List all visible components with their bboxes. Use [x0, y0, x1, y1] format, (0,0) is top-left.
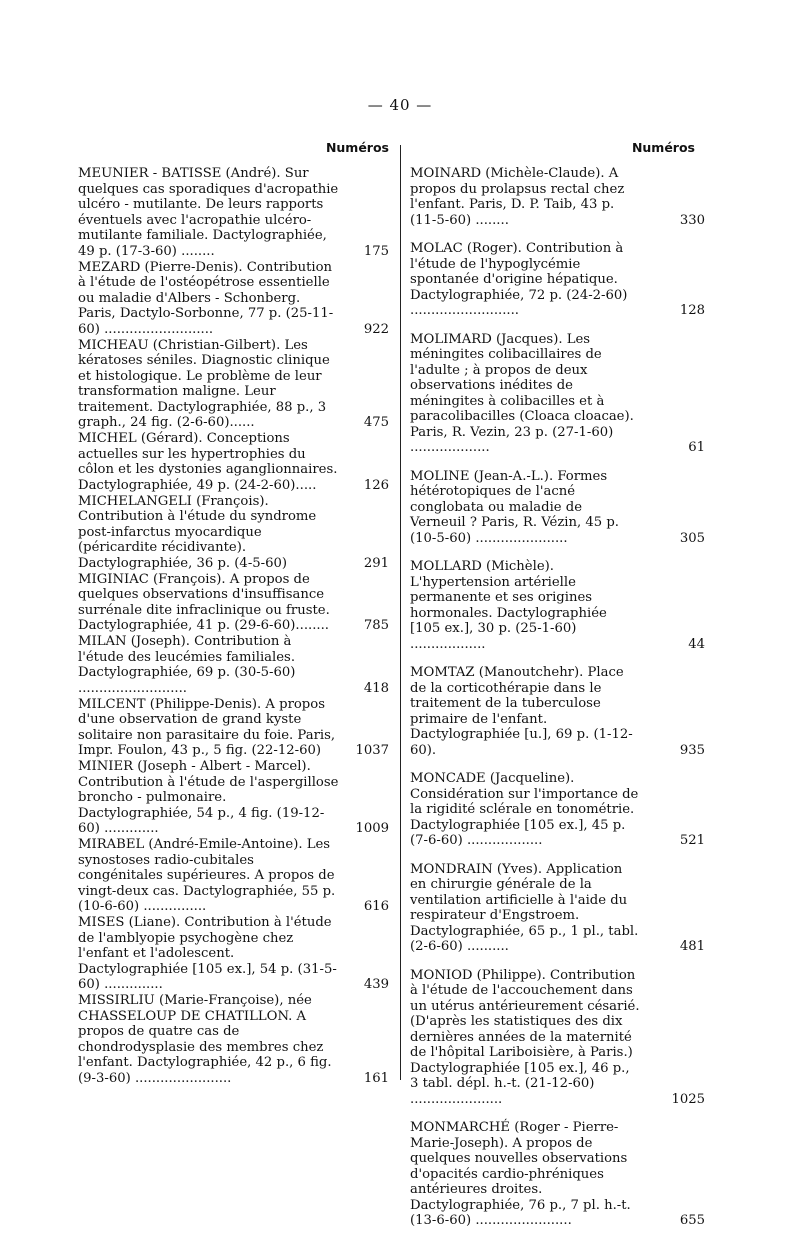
page-number: — 40 — [367, 96, 433, 114]
entry-number: 61 [688, 440, 705, 455]
list-item [410, 771, 705, 849]
entry-text: MICHEL (Gérard). Conceptions actuelles sur les hypertrophies du côlon et les dystonies aganglionnaires. Dactylographiée, 49 p. (24-2-60)..... [78, 431, 338, 493]
entry-number: 418 [363, 680, 389, 696]
list-item [410, 861, 705, 955]
entry-text: MICHELANGELI (François). Contribution à l'étude du syndrome post-infarctus myocardique (péricardite récidivante). Dactylographiée, 36 p. (4-5-60) [78, 493, 317, 571]
entry-number: 175 [363, 243, 389, 259]
entry-number: 44 [688, 636, 705, 652]
list-item [410, 166, 705, 228]
entry-text: MOLINE (Jean-A.-L.). Formes hétérotopiques de l'acné conglobata ou maladie de Verneuil ? Paris, R. Vézin, 45 p. (10-5-60) ...................... [410, 468, 619, 546]
right-column [410, 140, 705, 1242]
entry-text: MEZARD (Pierre-Denis). Contribution à l'étude de l'ostéopétrose essentielle ou maladie d'Albers - Schonberg. Paris, Dactylo-Sorbonne, 77 p. (25-11-60) .......................... [78, 259, 334, 337]
entry-text: MIRABEL (André-Emile-Antoine). Les synostoses radio-cubitales congénitales supérieures. A propos de vingt-deux cas. Dactylographiée, 55 p. (10-6-60) ............... [78, 837, 336, 914]
entry-number: 1037 [355, 743, 389, 758]
entry-text: MICHEAU (Christian-Gilbert). Les kératoses séniles. Diagnostic clinique et histologique. Le problème de leur transformation maligne. Leur traitement. Dactylographiée, 88 p., 3 graph., 24 fig. (2-6-60)...... [78, 337, 330, 430]
list-item [410, 967, 705, 1108]
entry-number: 128 [679, 303, 705, 318]
entry-text: MISES (Liane). Contribution à l'étude de l'amblyopie psychogène chez l'enfant et l'adolescent. Dactylographiée [105 ex.], 54 p. (31-5-60) .............. [78, 915, 337, 992]
left-column [78, 140, 389, 1087]
entry-number: 1025 [671, 1091, 705, 1107]
entry-number: 330 [679, 212, 705, 228]
entry-text: MONIOD (Philippe). Contribution à l'étude de l'accouchement dans un utérus antérieurement césarié. (D'après les statistiques des dix dernières années de la maternité de l'hôpital Lariboisière, à Paris.) Dactylographiée [105 ex.], 46 p., 3 tabl. dépl. h.-t. (21-12-60) ...................... [410, 967, 640, 1107]
entry-text: MOLIMARD (Jacques). Les méningites colibacillaires de l'adulte ; à propos de deux observations inédites de méningites à colibacilles et à paracolibacilles (Cloaca cloacae). Paris, R. Vezin, 23 p. (27-1-60) ................... [410, 331, 634, 455]
entry-text: MILAN (Joseph). Contribution à l'étude des leucémies familiales. Dactylographiée, 69 p. (30-5-60) .......................... [78, 634, 296, 696]
list-item [78, 634, 389, 696]
list-item [78, 993, 389, 1086]
list-item [78, 915, 389, 993]
list-item [410, 665, 705, 758]
entry-number: 616 [363, 899, 389, 914]
list-item [78, 837, 389, 915]
list-item [78, 166, 389, 259]
list-item [78, 697, 389, 759]
list-item [78, 572, 389, 634]
entry-number: 305 [679, 530, 705, 546]
entry-text: MONDRAIN (Yves). Application en chirurgie générale de la ventilation artificielle à l'aide du respirateur d'Engstroem. Dactylographiée, 65 p., 1 pl., tabl. (2-6-60) .......... [410, 861, 639, 954]
entry-text: MONMARCHÉ (Roger - Pierre-Marie-Joseph). A propos de quelques nouvelles observations d'opacités cardio-phréniques antérieures droites. Dactylographiée, 76 p., 7 pl. h.-t. (13-6-60) ....................... [410, 1120, 631, 1228]
list-item [78, 494, 389, 572]
entry-number: 785 [363, 618, 389, 633]
entry-text: MIGINIAC (François). A propos de quelques observations d'insuffisance surrénale dite infraclinique ou fruste. Dactylographiée, 41 p. (29-6-60)........ [78, 571, 330, 633]
right-entries-list [410, 166, 705, 1229]
left-column-header: Numéros [325, 140, 389, 155]
list-item [410, 241, 705, 319]
entry-number: 935 [679, 742, 705, 758]
entry-text: MINIER (Joseph - Albert - Marcel). Contribution à l'étude de l'aspergillose broncho - pulmonaire. Dactylographiée, 54 p., 4 fig. (19-12-60) ............. [78, 759, 339, 836]
entry-number: 291 [363, 555, 389, 571]
list-item [78, 260, 389, 338]
list-item [410, 559, 705, 652]
list-item [410, 1120, 705, 1229]
entry-text: MISSIRLIU (Marie-Françoise), née CHASSELOUP DE CHATILLON. A propos de quatre cas de chondrodysplasie des membres chez l'enfant. Dactylographiée, 42 p., 6 fig. (9-3-60) ....................... [78, 993, 332, 1086]
entry-text: MOLAC (Roger). Contribution à l'étude de l'hypoglycémie spontanée d'origine hépatique. Dactylographiée, 72 p. (24-2-60) .......................... [410, 241, 628, 318]
list-item [78, 759, 389, 837]
entry-number: 126 [363, 477, 389, 493]
list-item [78, 431, 389, 493]
entry-text: MOINARD (Michèle-Claude). A propos du prolapsus rectal chez l'enfant. Paris, D. P. Taib, 43 p. (11-5-60) ........ [410, 166, 625, 228]
entry-number: 655 [679, 1213, 705, 1228]
entry-number: 521 [679, 833, 705, 848]
entry-number: 1009 [355, 821, 389, 836]
entry-text: MOMTAZ (Manoutchehr). Place de la corticothérapie dans le traitement de la tuberculose primaire de l'enfant. Dactylographiée [u.], 69 p. (1-12-60). [410, 665, 633, 758]
right-column-header: Numéros [631, 140, 695, 155]
entry-number: 439 [363, 977, 389, 992]
entry-text: MONCADE (Jacqueline). Considération sur l'importance de la rigidité sclérale en tonométrie. Dactylographiée [105 ex.], 45 p. (7-6-60) .................. [410, 771, 639, 848]
list-item [78, 338, 389, 431]
list-item [410, 331, 705, 456]
entry-text: MOLLARD (Michèle). L'hypertension artérielle permanente et ses origines hormonales. Dactylographiée [105 ex.], 30 p. (25-1-60) .................. [410, 559, 607, 652]
entry-number: 161 [363, 1070, 389, 1086]
entry-number: 481 [679, 939, 705, 954]
entry-text: MILCENT (Philippe-Denis). A propos d'une observation de grand kyste solitaire non parasitaire du foie. Paris, Impr. Foulon, 43 p., 5 fig. (22-12-60) [78, 696, 336, 758]
entry-number: 922 [363, 321, 389, 337]
entry-text: MEUNIER - BATISSE (André). Sur quelques cas sporadiques d'acropathie ulcéro - mutilante. De leurs rapports éventuels avec l'acropathie ulcéro-mutilante familiale. Dactylographiée, 49 p. (17-3-60) ........ [78, 166, 339, 259]
left-entries-list [78, 166, 389, 1086]
list-item [410, 468, 705, 547]
entry-number: 475 [363, 415, 389, 430]
column-divider [400, 145, 401, 1080]
